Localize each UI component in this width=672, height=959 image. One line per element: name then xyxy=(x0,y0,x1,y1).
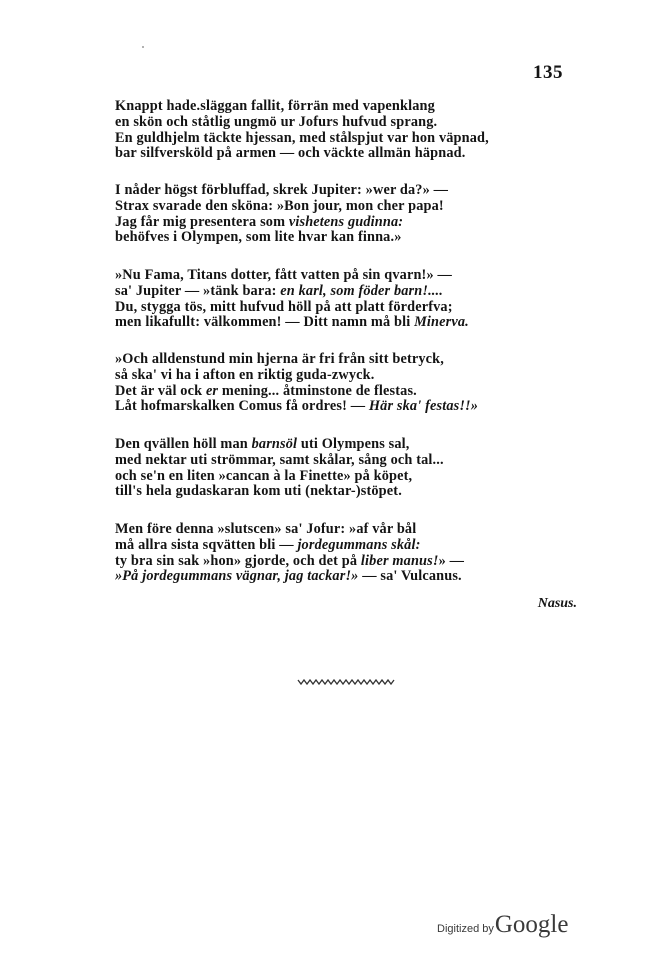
poem-line xyxy=(115,199,585,215)
italic-text: barnsöl xyxy=(251,436,298,452)
poem-line xyxy=(115,215,585,231)
poem-line xyxy=(115,131,585,147)
stanza xyxy=(115,352,585,415)
poem-line xyxy=(115,522,585,538)
line-text: mening... åtminstone de flestas. xyxy=(218,382,417,399)
line-text: behöfves i Olympen, som lite hvar kan finna.» xyxy=(115,229,402,246)
italic-text: er xyxy=(205,382,219,399)
italic-text: Minerva. xyxy=(414,314,469,331)
stanza xyxy=(115,437,585,500)
line-text: till's hela gudaskaran kom uti (nektar-)stöpet. xyxy=(115,483,402,500)
italic-text: »På jordegummans vägnar, jag tackar!» xyxy=(115,568,359,585)
line-text: en skön och ståtlig ungmö ur Jofurs hufvud sprang. xyxy=(115,113,438,130)
poem-line xyxy=(115,399,585,415)
digitized-by-notice xyxy=(437,911,568,939)
line-text: Men före denna »slutscen» sa' Jofur: »af vår bål xyxy=(115,521,417,537)
poem-line xyxy=(115,484,585,500)
poem-line xyxy=(115,300,585,316)
line-text: »Nu Fama, Titans dotter, fått vatten på sin qvarn!» — xyxy=(115,267,452,283)
line-text: En guldhjelm täckte hjessan, med stålspjut var hon väpnad, xyxy=(115,129,489,146)
poem-line xyxy=(115,352,585,368)
line-text: uti Olympens sal, xyxy=(297,436,410,452)
digitized-label: Digitized by xyxy=(437,923,494,935)
poem-line xyxy=(115,115,585,131)
poem-line xyxy=(115,384,585,400)
stanza xyxy=(115,183,585,246)
line-text: Du, stygga tös, mitt hufvud höll på att platt förderfva; xyxy=(115,298,453,315)
italic-text: Här ska' festas!!» xyxy=(368,398,479,415)
line-text: Den qvällen höll man xyxy=(115,436,252,452)
stanza xyxy=(115,99,585,162)
poem-line xyxy=(115,146,585,162)
line-text: och se'n en liten »cancan à la Finette» på köpet, xyxy=(115,467,413,484)
poem-line xyxy=(115,554,585,570)
line-text: men likafullt: välkommen! — Ditt namn må bli xyxy=(115,314,415,331)
line-text: » — xyxy=(438,552,465,569)
line-text: Knappt hade.släggan fallit, förrän med vapenklang xyxy=(115,98,435,114)
poem-line xyxy=(115,183,585,199)
line-text: I nåder högst förbluffad, skrek Jupiter: »wer da?» — xyxy=(115,182,449,198)
line-text: »Och alldenstund min hjerna är fri från sitt betryck, xyxy=(115,351,444,367)
poem-line xyxy=(115,368,585,384)
poem-line xyxy=(115,569,585,585)
italic-text: liber manus! xyxy=(360,552,439,569)
google-logo: Google xyxy=(494,911,569,938)
line-text: Jag får mig presentera som xyxy=(115,213,289,230)
page-number: 135 xyxy=(533,62,563,83)
stanza xyxy=(115,268,585,331)
poem-line xyxy=(115,469,585,485)
poem-line xyxy=(115,538,585,554)
stanza xyxy=(115,522,585,585)
italic-text: jordegummans skål: xyxy=(297,536,421,553)
line-text: så ska' vi ha i afton en riktig guda-zwyck. xyxy=(115,366,375,383)
italic-text: en karl, som föder barn!.... xyxy=(280,282,443,299)
speck-mark xyxy=(140,44,146,50)
poem-line xyxy=(115,437,585,453)
poem-line xyxy=(115,268,585,284)
author-signature: Nasus. xyxy=(537,596,577,611)
line-text: ty bra sin sak »hon» gjorde, och det på xyxy=(115,552,361,569)
line-text: Det är väl ock xyxy=(115,382,206,399)
line-text: med nektar uti strömmar, samt skålar, sång och tal... xyxy=(115,451,444,468)
line-text: bar silfversköld på armen — och väckte allmän häpnad. xyxy=(115,145,466,162)
poem-line xyxy=(115,453,585,469)
italic-text: vishetens gudinna: xyxy=(288,213,404,230)
line-text: Strax svarade den sköna: »Bon jour, mon cher papa! xyxy=(115,197,444,214)
ornament-divider xyxy=(297,676,395,688)
line-text: Låt hofmarskalken Comus få ordres! — xyxy=(115,398,369,415)
poem-line xyxy=(115,284,585,300)
line-text: — sa' Vulcanus. xyxy=(358,568,462,585)
poem-line xyxy=(115,315,585,331)
poem-line xyxy=(115,99,585,115)
line-text: må allra sista sqvätten bli — xyxy=(115,536,298,553)
poem-line xyxy=(115,230,585,246)
line-text: sa' Jupiter — »tänk bara: xyxy=(115,282,281,299)
